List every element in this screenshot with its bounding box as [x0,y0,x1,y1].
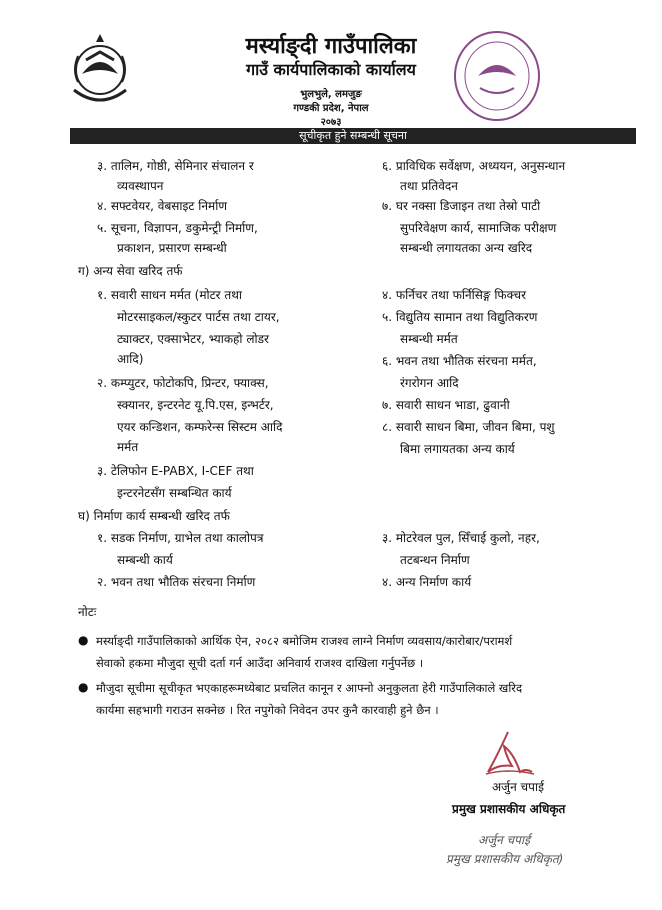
list-item: आदि) [117,352,144,366]
list-item: सम्बन्धी कार्य [117,553,173,567]
list-item: ६. प्राविधिक सर्वेक्षण, अध्ययन, अनुसन्धान [382,159,566,173]
list-item: सम्बन्धी मर्मत [400,332,458,346]
list-item: तथा प्रतिवेदन [400,179,458,193]
list-item: ४. सफ्टवेयर, वेबसाइट निर्माण [97,199,228,213]
list-item: सम्बन्धी लगायतका अन्य खरिद [400,241,533,255]
list-item: ६. भवन तथा भौतिक संरचना मर्मत, [382,354,537,368]
list-item: ५. विद्युतिय सामान तथा विद्युतिकरण [382,310,538,324]
list-item: तटबन्धन निर्माण [400,553,470,567]
list-item: मर्मत [117,440,139,454]
list-item: एयर कन्डिशन, कम्फरेन्स सिस्टम आदि [117,420,283,434]
address-line-1: भुलभुले, लमजुङ [300,89,362,100]
list-item: व्यवस्थापन [117,179,164,193]
notice-banner: सूचीकृत हुने सम्बन्धी सूचना [70,128,636,144]
list-item: प्रकाशन, प्रसारण सम्बन्धी [117,241,227,255]
note-line: मर्स्याङ्दी गाउँपालिकाको आर्थिक ऐन, २०८२ बमोजिम राजश्व लाग्ने निर्माण व्यवसाय/कारोबार/परामर्श [96,634,513,648]
list-item: रंगरोगन आदि [400,376,459,390]
list-item: इन्टरनेटसँग सम्बन्धित कार्य [117,486,232,500]
year: २०७३ [320,117,342,128]
list-item: स्क्यानर, इन्टरनेट यू.पि.एस, इन्भर्टर, [117,398,274,412]
handwritten-signature [478,728,538,780]
bullet-icon: ● [78,680,89,694]
list-item: १. सडक निर्माण, ग्राभेल तथा कालोपत्र [97,531,264,545]
signatory-name: अर्जुन चपाई [492,780,544,794]
list-item: २. भवन तथा भौतिक संरचना निर्माण [97,575,256,589]
list-item: ट्याक्टर, एक्साभेटर, भ्याकहो लोडर [117,332,269,346]
stamp-designation: प्रमुख प्रशासकीय अधिकृत) [446,852,564,866]
note-line: कार्यमा सहभागी गराउन सक्नेछ । रित नपुगेको निवेदन उपर कुनै कारवाही हुने छैन । [96,703,439,717]
list-item: ८. सवारी साधन बिमा, जीवन बिमा, पशु [382,420,555,434]
list-item: ४. अन्य निर्माण कार्य [382,575,472,589]
office-subtitle: गाउँ कार्यपालिकाको कार्यालय [246,60,416,79]
list-item: मोटरसाइकल/स्कुटर पार्टस तथा टायर, [117,310,280,324]
section-heading-other-services: ग) अन्य सेवा खरिद तर्फ [78,264,183,278]
office-title: मर्स्याङ्दी गाउँपालिका [245,34,417,59]
list-item: २. कम्प्युटर, फोटोकपि, प्रिन्टर, फ्याक्स, [97,376,269,390]
list-item: सुपरिवेक्षण कार्य, सामाजिक परीक्षण [400,221,557,235]
signatory-designation: प्रमुख प्रशासकीय अधिकृत [452,802,566,816]
list-item: बिमा लगायतका अन्य कार्य [400,442,515,456]
notes-label: नोटः [78,605,97,619]
bullet-icon: ● [78,633,89,647]
list-item: ७. सवारी साधन भाडा, ढुवानी [382,398,510,412]
list-item: ३. टेलिफोन E-PABX, I-CEF तथा [97,464,254,478]
stamp-name: अर्जुन चपाई [478,833,530,847]
list-item: ३. मोटरेवल पुल, सिँचाई कुलो, नहर, [382,531,540,545]
section-heading-construction: घ) निर्माण कार्य सम्बन्धी खरिद तर्फ [78,509,230,523]
list-item: १. सवारी साधन मर्मत (मोटर तथा [97,288,243,302]
address-line-2: गण्डकी प्रदेश, नेपाल [293,103,369,114]
list-item: ७. घर नक्सा डिजाइन तथा तेस्रो पाटी [382,199,541,213]
note-line: मौजुदा सूचीमा सूचीकृत भएकाहरूमध्येबाट प्रचलित कानून र आफ्नो अनुकुलता हेरी गाउँपालिकाले खरिद [96,681,523,695]
note-line: सेवाको हकमा मौजुदा सूची दर्ता गर्न आउँदा अनिवार्य राजश्व दाखिला गर्नुपर्नेछ । [96,656,424,670]
list-item: ५. सूचना, विज्ञापन, डकुमेन्ट्री निर्माण, [97,221,258,235]
list-item: ४. फर्निचर तथा फर्निसिङ्ग फिक्चर [382,288,527,302]
list-item: ३. तालिम, गोष्ठी, सेमिनार संचालन र [97,159,254,173]
